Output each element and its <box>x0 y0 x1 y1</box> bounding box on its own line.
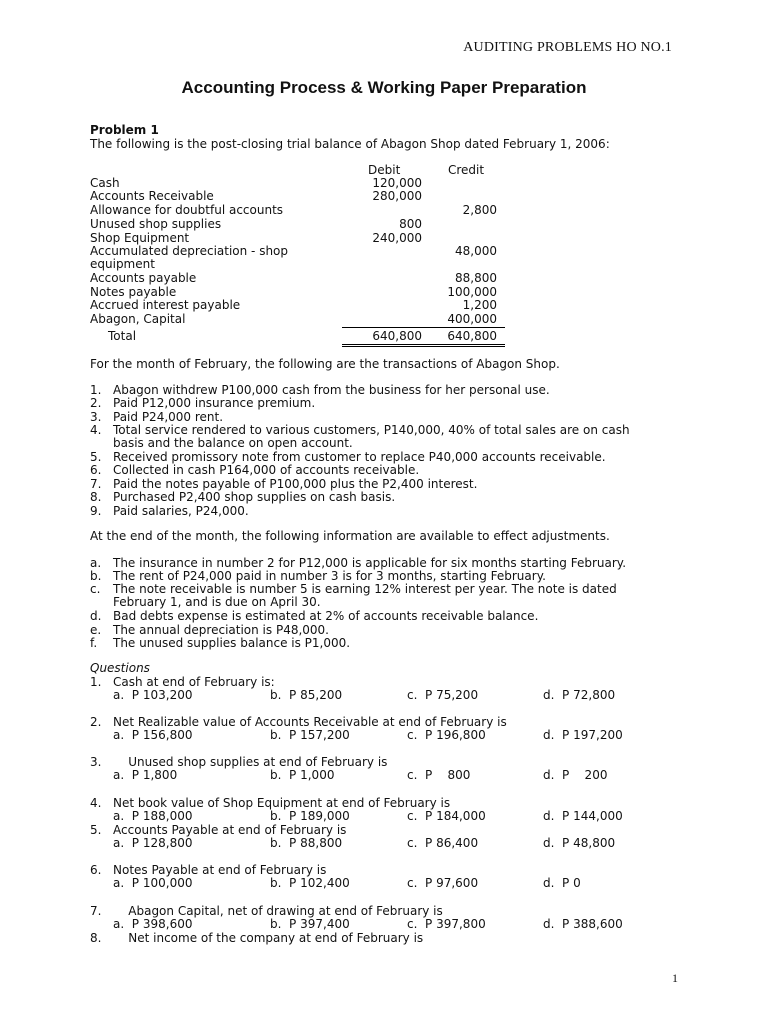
question-number: 2. <box>90 715 102 729</box>
answer-option: d. P 388,600 <box>543 917 623 931</box>
tb-debit: 280,000 <box>372 189 422 203</box>
total-label: Total <box>108 329 137 343</box>
adjustment-text: The rent of P24,000 paid in number 3 is for 3 months, starting February. <box>113 569 546 583</box>
answer-option: a. P 398,600 <box>113 917 193 931</box>
total-debit: 640,800 <box>372 329 422 343</box>
answer-option: b. P 85,200 <box>270 688 343 702</box>
answer-option: c. P 97,600 <box>407 876 479 890</box>
tb-account: Abagon, Capital <box>90 312 186 326</box>
adjustment-letter: e. <box>90 623 102 637</box>
tb-credit: 2,800 <box>462 203 497 217</box>
answer-option: a. P 1,800 <box>113 768 178 782</box>
document-title: Accounting Process & Working Paper Preparation <box>181 78 587 97</box>
adjustments-intro: At the end of the month, the following information are available to effect adjustments. <box>90 529 610 543</box>
adjustment-text: The unused supplies balance is P1,000. <box>113 636 351 650</box>
tb-debit: 800 <box>399 217 422 231</box>
tb-account-cont: equipment <box>90 257 155 271</box>
problem-intro: The following is the post-closing trial balance of Abagon Shop dated February 1, 2006: <box>90 137 610 151</box>
question-text: Net income of the company at end of February is <box>113 931 424 945</box>
transaction-number: 5. <box>90 450 102 464</box>
answer-option: a. P 156,800 <box>113 728 193 742</box>
adjustment-text: The insurance in number 2 for P12,000 is applicable for six months starting February. <box>113 556 627 570</box>
question-text: Net Realizable value of Accounts Receivable at end of February is <box>113 715 507 729</box>
adjustment-text-cont: February 1, and is due on April 30. <box>113 595 321 609</box>
total-rule <box>342 327 505 328</box>
answer-option: b. P 397,400 <box>270 917 350 931</box>
adjustment-text: The annual depreciation is P48,000. <box>113 623 329 637</box>
adjustment-letter: f. <box>90 636 98 650</box>
credit-column-header: Credit <box>448 163 485 177</box>
transaction-number: 7. <box>90 477 102 491</box>
answer-option: b. P 102,400 <box>270 876 350 890</box>
running-header: AUDITING PROBLEMS HO NO.1 <box>463 40 672 55</box>
tb-credit: 400,000 <box>447 312 497 326</box>
transaction-number: 9. <box>90 504 102 518</box>
transactions-intro: For the month of February, the following are the transactions of Abagon Shop. <box>90 357 560 371</box>
adjustment-letter: c. <box>90 582 101 596</box>
adjustment-letter: a. <box>90 556 102 570</box>
question-text: Net book value of Shop Equipment at end of February is <box>113 796 451 810</box>
transaction-number: 1. <box>90 383 102 397</box>
transaction-number: 4. <box>90 423 102 437</box>
adjustment-text: The note receivable is number 5 is earning 12% interest per year. The note is dated <box>113 582 617 596</box>
tb-credit: 100,000 <box>447 285 497 299</box>
question-number: 5. <box>90 823 102 837</box>
answer-option: a. P 103,200 <box>113 688 193 702</box>
tb-account: Accumulated depreciation - shop <box>90 244 289 258</box>
transaction-text-cont: basis and the balance on open account. <box>113 436 353 450</box>
transaction-number: 2. <box>90 396 102 410</box>
answer-option: c. P 86,400 <box>407 836 479 850</box>
tb-account: Unused shop supplies <box>90 217 222 231</box>
answer-option: a. P 128,800 <box>113 836 193 850</box>
question-number: 1. <box>90 675 102 689</box>
question-text: Abagon Capital, net of drawing at end of February is <box>113 904 443 918</box>
tb-credit: 88,800 <box>455 271 497 285</box>
tb-account: Cash <box>90 176 120 190</box>
adjustment-letter: d. <box>90 609 102 623</box>
answer-option: d. P 197,200 <box>543 728 623 742</box>
transaction-text: Paid the notes payable of P100,000 plus the P2,400 interest. <box>113 477 478 491</box>
transaction-text: Collected in cash P164,000 of accounts receivable. <box>113 463 420 477</box>
answer-option: d. P 72,800 <box>543 688 616 702</box>
tb-account: Allowance for doubtful accounts <box>90 203 284 217</box>
transaction-number: 3. <box>90 410 102 424</box>
transaction-text: Paid P24,000 rent. <box>113 410 224 424</box>
answer-option: c. P 800 <box>407 768 471 782</box>
transaction-text: Paid salaries, P24,000. <box>113 504 249 518</box>
answer-option: c. P 75,200 <box>407 688 479 702</box>
tb-debit: 120,000 <box>372 176 422 190</box>
question-number: 8. <box>90 931 102 945</box>
adjustment-letter: b. <box>90 569 102 583</box>
question-number: 7. <box>90 904 102 918</box>
questions-heading: Questions <box>90 661 150 675</box>
transaction-text: Purchased P2,400 shop supplies on cash basis. <box>113 490 396 504</box>
tb-credit: 1,200 <box>462 298 497 312</box>
answer-option: b. P 88,800 <box>270 836 343 850</box>
answer-option: b. P 1,000 <box>270 768 335 782</box>
answer-option: a. P 188,000 <box>113 809 193 823</box>
answer-option: b. P 189,000 <box>270 809 350 823</box>
question-number: 4. <box>90 796 102 810</box>
question-text: Notes Payable at end of February is <box>113 863 327 877</box>
answer-option: d. P 200 <box>543 768 608 782</box>
question-text: Accounts Payable at end of February is <box>113 823 347 837</box>
transaction-text: Total service rendered to various customers, P140,000, 40% of total sales are on cash <box>113 423 630 437</box>
total-double-rule-top <box>342 344 505 345</box>
tb-account: Accrued interest payable <box>90 298 241 312</box>
tb-account: Accounts Receivable <box>90 189 214 203</box>
answer-option: c. P 397,800 <box>407 917 486 931</box>
adjustment-text: Bad debts expense is estimated at 2% of accounts receivable balance. <box>113 609 539 623</box>
question-number: 6. <box>90 863 102 877</box>
transaction-text: Received promissory note from customer to replace P40,000 accounts receivable. <box>113 450 606 464</box>
transaction-text: Paid P12,000 insurance premium. <box>113 396 316 410</box>
total-double-rule-bottom <box>342 346 505 347</box>
answer-option: d. P 48,800 <box>543 836 616 850</box>
tb-account: Accounts payable <box>90 271 197 285</box>
debit-column-header: Debit <box>368 163 401 177</box>
page-number: 1 <box>672 971 678 985</box>
total-credit: 640,800 <box>447 329 497 343</box>
tb-credit: 48,000 <box>455 244 497 258</box>
answer-option: d. P 0 <box>543 876 581 890</box>
question-number: 3. <box>90 755 102 769</box>
transaction-text: Abagon withdrew P100,000 cash from the business for her personal use. <box>113 383 550 397</box>
problem-heading: Problem 1 <box>90 123 159 137</box>
transaction-number: 6. <box>90 463 102 477</box>
tb-account: Notes payable <box>90 285 177 299</box>
answer-option: a. P 100,000 <box>113 876 193 890</box>
answer-option: c. P 184,000 <box>407 809 486 823</box>
question-text: Cash at end of February is: <box>113 675 275 689</box>
answer-option: c. P 196,800 <box>407 728 486 742</box>
transaction-number: 8. <box>90 490 102 504</box>
answer-option: b. P 157,200 <box>270 728 350 742</box>
question-text: Unused shop supplies at end of February is <box>113 755 388 769</box>
tb-account: Shop Equipment <box>90 231 190 245</box>
answer-option: d. P 144,000 <box>543 809 623 823</box>
tb-debit: 240,000 <box>372 231 422 245</box>
